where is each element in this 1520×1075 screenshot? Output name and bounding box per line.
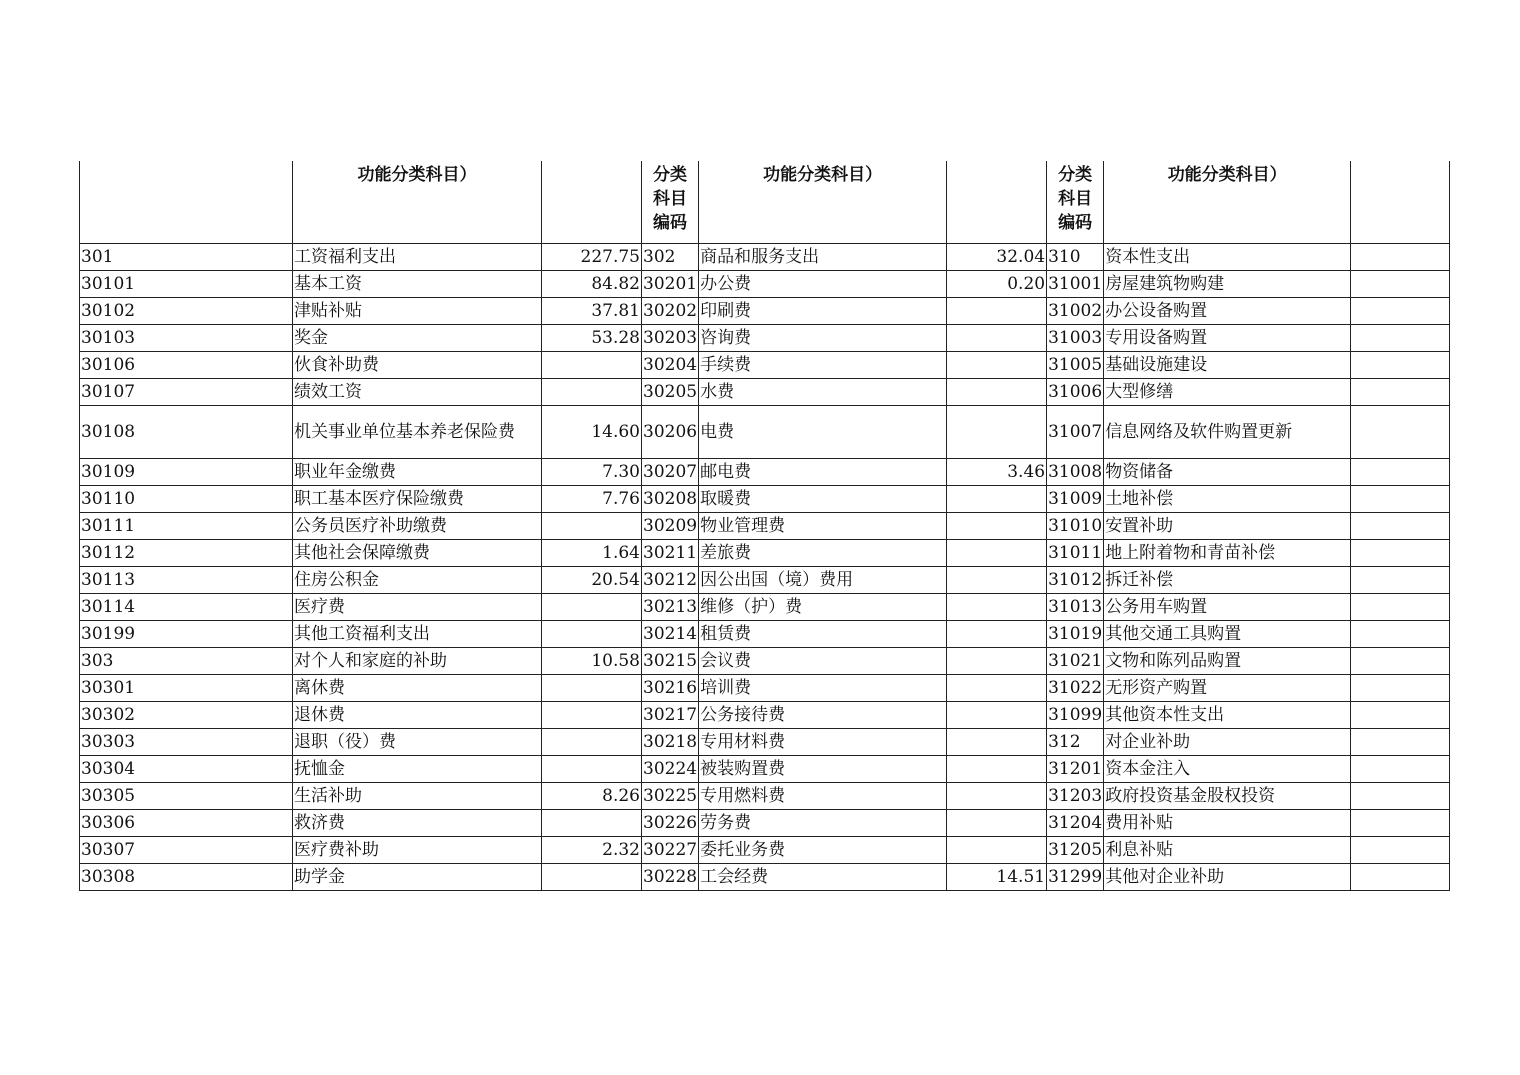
subject-code-cell: 30204 [642,352,699,379]
amount-cell [947,513,1047,540]
subject-name-cell: 助学金 [293,864,542,891]
table-row [80,352,1450,379]
table-row [80,567,1450,594]
subject-code-cell: 303 [80,648,293,675]
amount-cell [1351,459,1450,486]
amount-cell [1351,621,1450,648]
subject-name-cell: 培训费 [699,675,947,702]
amount-cell: 53.28 [542,325,642,352]
subject-name-cell: 公务员医疗补助缴费 [293,513,542,540]
subject-code-cell: 31011 [1047,540,1104,567]
amount-cell: 7.30 [542,459,642,486]
table-row [80,325,1450,352]
subject-name-cell: 印刷费 [699,298,947,325]
subject-code-cell: 30216 [642,675,699,702]
amount-cell [1351,513,1450,540]
amount-cell [947,298,1047,325]
subject-name-cell: 津贴补贴 [293,298,542,325]
amount-cell [1351,594,1450,621]
amount-cell [947,756,1047,783]
amount-cell [542,352,642,379]
subject-name-cell: 其他社会保障缴费 [293,540,542,567]
subject-code-cell: 30203 [642,325,699,352]
table-row [80,621,1450,648]
subject-code-cell: 30304 [80,756,293,783]
amount-cell [542,379,642,406]
subject-code-cell: 30226 [642,810,699,837]
table-row [80,864,1450,891]
table-row [80,244,1450,271]
header-code-1 [80,161,293,244]
subject-code-cell: 31012 [1047,567,1104,594]
table-row [80,729,1450,756]
header-row [80,161,1450,244]
subject-code-cell: 30308 [80,864,293,891]
subject-code-cell: 30209 [642,513,699,540]
amount-cell [947,352,1047,379]
table-row [80,406,1450,459]
subject-code-cell: 31299 [1047,864,1104,891]
amount-cell [1351,729,1450,756]
amount-cell: 84.82 [542,271,642,298]
header-title-1: 功能分类科目） [293,161,542,244]
expenditure-table [79,161,1450,891]
header-code-3 [1047,161,1104,244]
amount-cell [542,756,642,783]
subject-name-cell: 专用材料费 [699,729,947,756]
amount-cell [1351,271,1450,298]
amount-cell [542,729,642,756]
amount-cell [947,783,1047,810]
header-title-2: 功能分类科目） [699,161,947,244]
amount-cell: 1.64 [542,540,642,567]
subject-name-cell: 水费 [699,379,947,406]
subject-code-cell: 31019 [1047,621,1104,648]
amount-cell: 2.32 [542,837,642,864]
subject-name-cell: 房屋建筑物购建 [1104,271,1351,298]
subject-name-cell: 退职（役）费 [293,729,542,756]
code-label-line2: 科目 [1058,189,1093,209]
subject-name-cell: 离休费 [293,675,542,702]
amount-cell: 227.75 [542,244,642,271]
subject-name-cell: 因公出国（境）费用 [699,567,947,594]
table-row [80,379,1450,406]
subject-name-cell: 邮电费 [699,459,947,486]
subject-code-cell: 31021 [1047,648,1104,675]
subject-code-cell: 30102 [80,298,293,325]
subject-code-cell: 30206 [642,406,699,459]
subject-code-cell: 30211 [642,540,699,567]
subject-name-cell: 会议费 [699,648,947,675]
subject-code-cell: 310 [1047,244,1104,271]
amount-cell [947,810,1047,837]
subject-code-cell: 30217 [642,702,699,729]
subject-name-cell: 资本性支出 [1104,244,1351,271]
table-row [80,675,1450,702]
code-label-line1: 分类 [1058,165,1093,185]
subject-name-cell: 基础设施建设 [1104,352,1351,379]
subject-code-cell: 30303 [80,729,293,756]
subject-name-cell: 拆迁补偿 [1104,567,1351,594]
amount-cell [1351,648,1450,675]
subject-code-cell: 30224 [642,756,699,783]
subject-name-cell: 其他对企业补助 [1104,864,1351,891]
subject-code-cell: 31006 [1047,379,1104,406]
code-label-line2: 科目 [653,189,688,209]
amount-cell [1351,540,1450,567]
subject-name-cell: 抚恤金 [293,756,542,783]
subject-name-cell: 职工基本医疗保险缴费 [293,486,542,513]
code-label-line3: 编码 [653,213,688,233]
table-row [80,837,1450,864]
subject-name-cell: 其他工资福利支出 [293,621,542,648]
subject-name-cell: 退休费 [293,702,542,729]
amount-cell [1351,783,1450,810]
table-row [80,756,1450,783]
subject-name-cell: 安置补助 [1104,513,1351,540]
subject-code-cell: 30228 [642,864,699,891]
subject-code-cell: 30305 [80,783,293,810]
subject-name-cell: 办公设备购置 [1104,298,1351,325]
amount-cell [542,594,642,621]
amount-cell: 8.26 [542,783,642,810]
subject-name-cell: 办公费 [699,271,947,298]
amount-cell [947,567,1047,594]
subject-name-cell: 工资福利支出 [293,244,542,271]
amount-cell [542,513,642,540]
amount-cell [1351,244,1450,271]
subject-code-cell: 30214 [642,621,699,648]
subject-name-cell: 差旅费 [699,540,947,567]
subject-name-cell: 专用燃料费 [699,783,947,810]
subject-name-cell: 其他资本性支出 [1104,702,1351,729]
subject-code-cell: 30107 [80,379,293,406]
amount-cell [1351,567,1450,594]
amount-cell [1351,379,1450,406]
amount-cell: 20.54 [542,567,642,594]
amount-cell [947,675,1047,702]
amount-cell [947,486,1047,513]
subject-name-cell: 物资储备 [1104,459,1351,486]
subject-name-cell: 绩效工资 [293,379,542,406]
subject-code-cell: 30108 [80,406,293,459]
subject-code-cell: 302 [642,244,699,271]
subject-name-cell: 费用补贴 [1104,810,1351,837]
subject-code-cell: 31003 [1047,325,1104,352]
subject-code-cell: 30225 [642,783,699,810]
subject-code-cell: 30199 [80,621,293,648]
table-row [80,648,1450,675]
subject-name-cell: 伙食补助费 [293,352,542,379]
subject-code-cell: 31204 [1047,810,1104,837]
subject-name-cell: 利息补贴 [1104,837,1351,864]
subject-name-cell: 公务接待费 [699,702,947,729]
subject-code-cell: 30215 [642,648,699,675]
table-body [80,244,1450,891]
header-code-2 [642,161,699,244]
subject-code-cell: 30101 [80,271,293,298]
table-row [80,594,1450,621]
subject-code-cell: 30306 [80,810,293,837]
subject-code-cell: 31099 [1047,702,1104,729]
amount-cell: 37.81 [542,298,642,325]
subject-name-cell: 商品和服务支出 [699,244,947,271]
table-row [80,783,1450,810]
subject-code-cell: 30218 [642,729,699,756]
subject-name-cell: 职业年金缴费 [293,459,542,486]
subject-code-cell: 30208 [642,486,699,513]
code-label-line1: 分类 [653,165,688,185]
subject-code-cell: 30201 [642,271,699,298]
subject-code-cell: 30202 [642,298,699,325]
table-row [80,459,1450,486]
subject-name-cell: 公务用车购置 [1104,594,1351,621]
header-amount-3 [1351,161,1450,244]
subject-name-cell: 被装购置费 [699,756,947,783]
amount-cell [1351,352,1450,379]
subject-name-cell: 政府投资基金股权投资 [1104,783,1351,810]
amount-cell: 14.51 [947,864,1047,891]
header-amount-1 [542,161,642,244]
subject-code-cell: 31009 [1047,486,1104,513]
table-row [80,271,1450,298]
table-row [80,702,1450,729]
amount-cell [542,864,642,891]
amount-cell [1351,406,1450,459]
subject-name-cell: 文物和陈列品购置 [1104,648,1351,675]
table-row [80,486,1450,513]
table-row [80,298,1450,325]
amount-cell [1351,675,1450,702]
subject-code-cell: 31001 [1047,271,1104,298]
table-row [80,810,1450,837]
subject-code-cell: 312 [1047,729,1104,756]
subject-name-cell: 大型修缮 [1104,379,1351,406]
amount-cell [947,837,1047,864]
amount-cell [1351,298,1450,325]
amount-cell [1351,702,1450,729]
amount-cell: 10.58 [542,648,642,675]
amount-cell [947,702,1047,729]
subject-code-cell: 30112 [80,540,293,567]
subject-name-cell: 地上附着物和青苗补偿 [1104,540,1351,567]
subject-name-cell: 土地补偿 [1104,486,1351,513]
amount-cell [1351,325,1450,352]
subject-name-cell: 医疗费 [293,594,542,621]
subject-code-cell: 30302 [80,702,293,729]
subject-name-cell: 取暖费 [699,486,947,513]
amount-cell [947,729,1047,756]
amount-cell [947,325,1047,352]
amount-cell [542,810,642,837]
subject-name-cell: 维修（护）费 [699,594,947,621]
subject-code-cell: 30111 [80,513,293,540]
subject-code-cell: 30212 [642,567,699,594]
subject-code-cell: 31005 [1047,352,1104,379]
subject-code-cell: 30114 [80,594,293,621]
subject-code-cell: 31007 [1047,406,1104,459]
subject-code-cell: 31002 [1047,298,1104,325]
amount-cell [947,540,1047,567]
amount-cell [947,379,1047,406]
subject-name-cell: 信息网络及软件购置更新 [1104,406,1351,459]
subject-name-cell: 电费 [699,406,947,459]
subject-code-cell: 30227 [642,837,699,864]
subject-code-cell: 31008 [1047,459,1104,486]
subject-name-cell: 对企业补助 [1104,729,1351,756]
amount-cell [542,675,642,702]
subject-code-cell: 30103 [80,325,293,352]
amount-cell: 32.04 [947,244,1047,271]
subject-code-cell: 31203 [1047,783,1104,810]
subject-code-cell: 30113 [80,567,293,594]
amount-cell [947,406,1047,459]
subject-name-cell: 医疗费补助 [293,837,542,864]
subject-name-cell: 专用设备购置 [1104,325,1351,352]
amount-cell: 7.76 [542,486,642,513]
amount-cell [1351,756,1450,783]
subject-name-cell: 咨询费 [699,325,947,352]
subject-name-cell: 奖金 [293,325,542,352]
subject-name-cell: 对个人和家庭的补助 [293,648,542,675]
amount-cell [542,621,642,648]
amount-cell [947,648,1047,675]
subject-code-cell: 30307 [80,837,293,864]
header-title-3: 功能分类科目） [1104,161,1351,244]
subject-name-cell: 委托业务费 [699,837,947,864]
amount-cell [542,702,642,729]
subject-name-cell: 其他交通工具购置 [1104,621,1351,648]
subject-name-cell: 租赁费 [699,621,947,648]
subject-name-cell: 工会经费 [699,864,947,891]
subject-code-cell: 30213 [642,594,699,621]
subject-code-cell: 30205 [642,379,699,406]
subject-name-cell: 生活补助 [293,783,542,810]
subject-code-cell: 30110 [80,486,293,513]
amount-cell [947,594,1047,621]
subject-name-cell: 无形资产购置 [1104,675,1351,702]
amount-cell [1351,837,1450,864]
header-amount-2 [947,161,1047,244]
subject-name-cell: 基本工资 [293,271,542,298]
subject-code-cell: 30207 [642,459,699,486]
table-row [80,513,1450,540]
subject-code-cell: 31013 [1047,594,1104,621]
subject-name-cell: 劳务费 [699,810,947,837]
subject-code-cell: 301 [80,244,293,271]
subject-name-cell: 救济费 [293,810,542,837]
amount-cell [1351,864,1450,891]
subject-name-cell: 物业管理费 [699,513,947,540]
subject-code-cell: 30301 [80,675,293,702]
subject-name-cell: 住房公积金 [293,567,542,594]
amount-cell [947,621,1047,648]
subject-code-cell: 31022 [1047,675,1104,702]
table-row [80,540,1450,567]
subject-code-cell: 31205 [1047,837,1104,864]
subject-name-cell: 资本金注入 [1104,756,1351,783]
subject-code-cell: 30109 [80,459,293,486]
code-label-line3: 编码 [1058,213,1093,233]
subject-name-cell: 手续费 [699,352,947,379]
subject-code-cell: 31201 [1047,756,1104,783]
subject-code-cell: 30106 [80,352,293,379]
amount-cell [1351,486,1450,513]
amount-cell [1351,810,1450,837]
subject-name-cell: 机关事业单位基本养老保险费 [293,406,542,459]
amount-cell: 0.20 [947,271,1047,298]
amount-cell: 3.46 [947,459,1047,486]
amount-cell: 14.60 [542,406,642,459]
subject-code-cell: 31010 [1047,513,1104,540]
